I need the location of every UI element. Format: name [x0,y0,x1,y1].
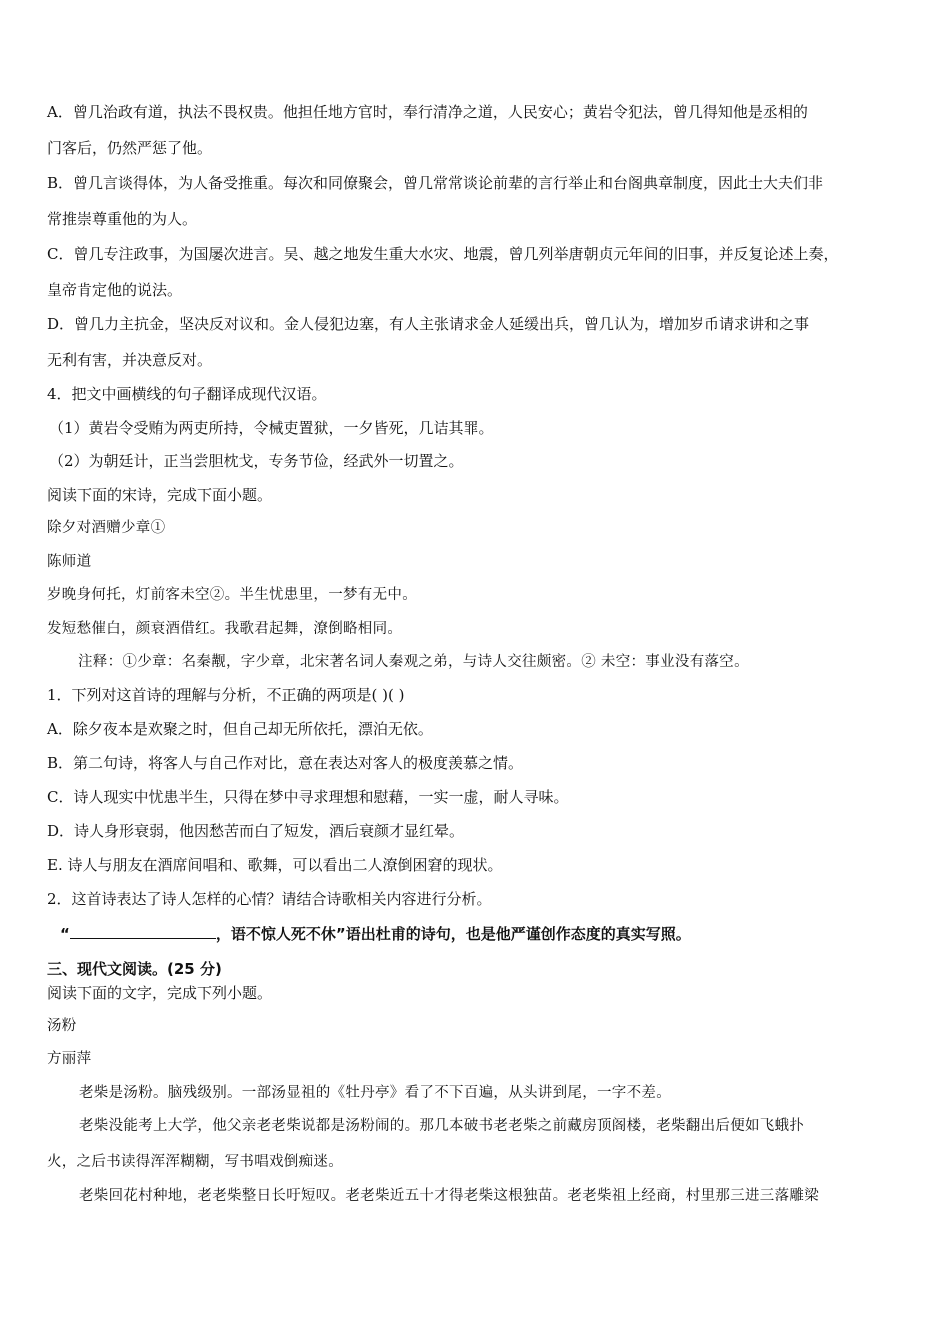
poem-line-2: 发短愁催白，颜衰酒借红。我歌君起舞，潦倒略相同。 [47,621,403,637]
poem-q1-option-b: B．第二句诗，将客人与自己作对比，意在表达对客人的极度羡慕之情。 [47,754,524,772]
article-author: 方丽萍 [47,1051,92,1067]
q3-option-b-line1: B．曾几言谈得体，为人备受推重。每次和同僚聚会，曾几常常谈论前辈的言行举止和台阁典章制度，因此士大夫们非 [47,174,824,192]
q3-option-a-line2: 门客后，仍然严惩了他。 [47,139,213,157]
fill-blank-line [70,924,216,939]
article-paragraph-1: 老柴是汤粉。脑残级别。一部汤显祖的《牡丹亭》看了不下百遍，从头讲到尾，一字不差。 [79,1085,671,1101]
poem-title: 除夕对酒赠少章① [47,520,166,536]
q3-option-a-line1: A．曾几治政有道，执法不畏权贵。他担任地方官时，奉行清净之道，人民安心；黄岩令犯法，曾几得知他是丞相的 [47,103,808,121]
poem-q1-option-c: C．诗人现实中忧患半生，只得在梦中寻求理想和慰藉，一实一虚，耐人寻味。 [47,788,569,806]
fill-blank-prefix: “ [60,925,70,943]
section3-heading: 三、现代文阅读。(25 分) [47,960,222,978]
q3-option-c-line1: C．曾几专注政事，为国屡次进言。吴、越之地发生重大水灾、地震，曾几列举唐朝贞元年间的旧事，并反复论述上奏， [47,245,839,263]
q3-option-b-line2: 常推崇尊重他的为人。 [47,210,198,228]
q3-option-d-line2: 无利有害，并决意反对。 [47,351,213,369]
article-title: 汤粉 [47,1018,77,1034]
poem-intro: 阅读下面的宋诗，完成下面小题。 [47,486,273,504]
q3-option-d-line1: D．曾几力主抗金，坚决反对议和。金人侵犯边塞，有人主张请求金人延缓出兵，曾几认为，增加岁币请求讲和之事 [47,315,810,333]
q4-title: 4．把文中画横线的句子翻译成现代汉语。 [47,385,327,403]
fill-blank-suffix: ，语不惊人死不休”语出杜甫的诗句，也是他严谨创作态度的真实写照。 [215,925,691,943]
q4-item-1: （1）黄岩令受贿为两吏所持，令械吏置狱，一夕皆死，几诘其罪。 [49,419,494,437]
article-paragraph-2-line1: 老柴没能考上大学，他父亲老老柴说都是汤粉闹的。那几本破书老老柴之前藏房顶阁楼，老柴翻出后便如飞蛾扑 [79,1118,805,1134]
poem-line-1: 岁晚身何托，灯前客未空②。半生忧患里，一梦有无中。 [47,587,417,603]
fill-blank-question [60,924,691,944]
q4-item-2: （2）为朝廷计，正当尝胆枕戈，专务节俭，经武外一切置之。 [49,452,464,470]
poem-q2: 2．这首诗表达了诗人怎样的心情？请结合诗歌相关内容进行分析。 [47,890,492,908]
article-paragraph-2-line2: 火，之后书读得浑浑糊糊，写书唱戏倒痴迷。 [47,1154,343,1170]
poem-notes: 注释：①少章：名秦觏，字少章，北宋著名词人秦观之弟，与诗人交往颇密。② 未空：事业没有落空。 [78,654,749,670]
article-paragraph-3: 老柴回花村种地，老老柴整日长吁短叹。老老柴近五十才得老柴这根独苗。老老柴祖上经商，村里那三进三落雕梁 [79,1188,819,1204]
poem-q1-option-a: A．除夕夜本是欢聚之时，但自己却无所依托，漂泊无依。 [47,720,433,738]
poem-author: 陈师道 [47,554,92,570]
poem-q1-stem: 1．下列对这首诗的理解与分析，不正确的两项是( )( ) [47,686,405,704]
q3-option-c-line2: 皇帝肯定他的说法。 [47,281,183,299]
poem-q1-option-e: E. 诗人与朋友在酒席间唱和、歌舞，可以看出二人潦倒困窘的现状。 [47,856,503,874]
section3-intro: 阅读下面的文字，完成下列小题。 [47,984,273,1002]
poem-q1-option-d: D．诗人身形衰弱，他因愁苦而白了短发，酒后衰颜才显红晕。 [47,822,465,840]
